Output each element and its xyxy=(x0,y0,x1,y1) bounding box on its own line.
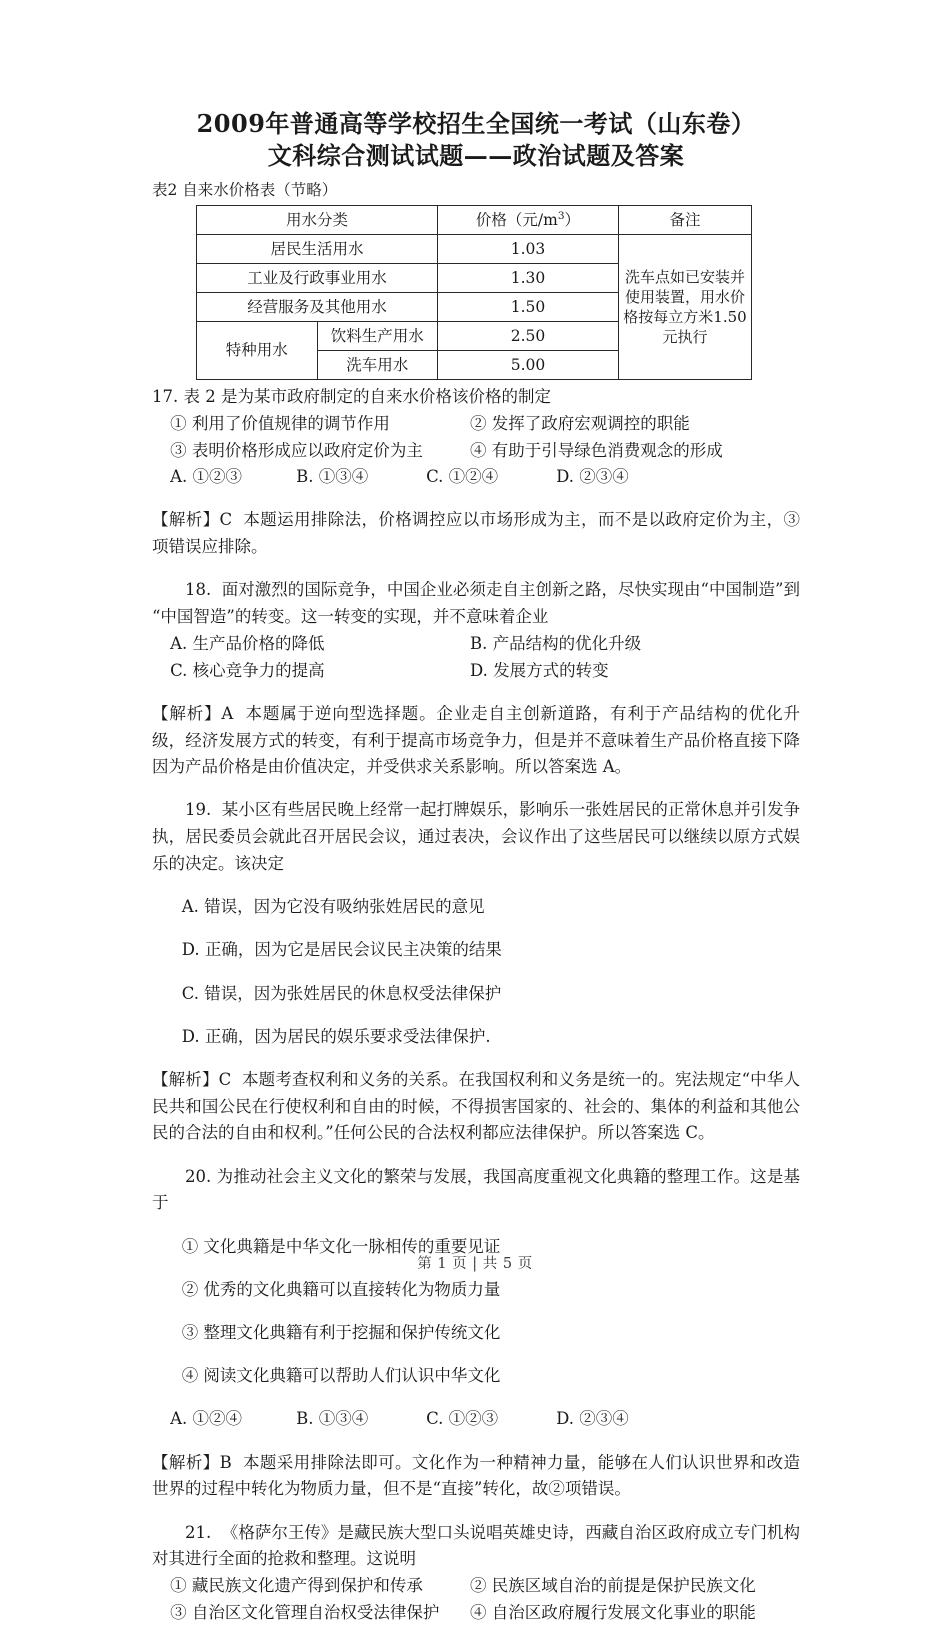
title-line-2: 文科综合测试试题——政治试题及答案 xyxy=(267,141,685,171)
question-20-choices xyxy=(152,1406,800,1433)
option-3: ③ 整理文化典籍有利于挖掘和保护传统文化 xyxy=(181,1323,501,1343)
cell-category: 工业及行政事业用水 xyxy=(197,264,438,293)
explain-label: 【解析】 xyxy=(152,1069,219,1089)
question-19 xyxy=(152,797,800,1147)
question-20 xyxy=(152,1164,800,1503)
table-row xyxy=(197,235,752,264)
option-c: C. 错误，因为张姓居民的休息权受法律保护 xyxy=(181,983,502,1003)
title-line-1: 2009年普通高等学校招生全国统一考试（山东卷） xyxy=(196,109,756,138)
option-1: ① 藏民族文化遗产得到保护和传承 xyxy=(170,1576,423,1596)
option-2: ② 发挥了政府宏观调控的职能 xyxy=(470,413,690,433)
cell-subcategory: 饮料生产用水 xyxy=(317,322,438,351)
cell-category-special: 特种用水 xyxy=(197,322,318,380)
explain-answer: B xyxy=(219,1452,232,1472)
question-17-choices xyxy=(152,464,800,491)
choice-a: A. ①②③ xyxy=(170,467,243,487)
choice-c: C. ①②③ xyxy=(426,1409,499,1429)
explain-text: 本题属于逆向型选择题。企业走自主创新道路，有利于产品结构的优化升级，经济发展方式的转变，有利于提高市场竞争力，但是并不意味着生产品价格直接下降因为产品价格是由价值决定，并受供求关系影响。所以答案选 A。 xyxy=(152,703,801,777)
page-title xyxy=(152,108,800,173)
explain-answer: C xyxy=(219,510,233,530)
cell-price: 1.30 xyxy=(438,264,619,293)
option-4: ④ 有助于引导绿色消费观念的形成 xyxy=(470,440,723,460)
cell-price: 1.03 xyxy=(438,235,619,264)
header-price: 价格（元$/m^3$） xyxy=(438,206,619,235)
option-3: ③ 自治区文化管理自治权受法律保护 xyxy=(170,1602,440,1622)
header-note: 备注 xyxy=(619,206,752,235)
choice-a: A. ①②④ xyxy=(170,1409,243,1429)
explain-text: 本题运用排除法，价格调控应以市场形成为主，而不是以政府定价为主，③项错误应排除。 xyxy=(152,510,800,557)
page-content xyxy=(152,108,800,1626)
explain-label: 【解析】 xyxy=(152,1452,220,1472)
option-d: D. 正确，因为居民的娱乐要求受法律保护. xyxy=(181,1026,491,1046)
option-4: ④ 阅读文化典籍可以帮助人们认识中华文化 xyxy=(181,1366,501,1386)
question-18 xyxy=(152,577,800,781)
cell-subcategory: 洗车用水 xyxy=(317,351,438,380)
option-b: D. 正确，因为它是居民会议民主决策的结果 xyxy=(181,940,502,960)
option-2: ② 优秀的文化典籍可以直接转化为物质力量 xyxy=(181,1279,501,1299)
water-price-table xyxy=(196,205,752,380)
explain-text: 本题采用排除法即可。文化作为一种精神力量，能够在人们认识世界和改造世界的过程中转化为物质力量，但不是“直接”转化，故②项错误。 xyxy=(152,1452,801,1499)
option-2: ② 民族区域自治的前提是保护民族文化 xyxy=(470,1576,756,1596)
cell-price: 2.50 xyxy=(438,322,619,351)
explain-answer: C xyxy=(218,1069,232,1089)
option-1: ① 利用了价值规律的调节作用 xyxy=(170,413,390,433)
question-17-numbered-options-row-1 xyxy=(152,411,800,438)
cell-category: 经营服务及其他用水 xyxy=(197,293,438,322)
choice-d: D. ②③④ xyxy=(556,467,629,487)
cell-price: 1.50 xyxy=(438,293,619,322)
question-21-options-row-1 xyxy=(152,1573,800,1600)
choice-d: D. ②③④ xyxy=(556,1409,629,1429)
question-21 xyxy=(152,1520,800,1626)
option-3: ③ 表明价格形成应以政府定价为主 xyxy=(170,440,423,460)
question-17-explanation xyxy=(152,507,800,560)
question-19-stem: 19. 某小区有些居民晚上经常一起打牌娱乐，影响乐一张姓居民的正常休息并引发争执，居民委员会就此召开居民会议，通过表决，会议作出了这些居民可以继续以原方式娱乐的决定。该决定 xyxy=(152,800,801,873)
question-18-explanation xyxy=(152,701,800,781)
option-4: ④ 自治区政府履行发展文化事业的职能 xyxy=(470,1602,756,1622)
question-19-explanation xyxy=(152,1067,800,1147)
table-header-row xyxy=(197,206,752,235)
explain-label: 【解析】 xyxy=(152,510,220,530)
question-21-stem: 21. 《格萨尔王传》是藏民族大型口头说唱英雄史诗，西藏自治区政府成立专门机构对其进行全面的抢救和整理。这说明 xyxy=(152,1522,801,1569)
option-b: B. 产品结构的优化升级 xyxy=(470,633,642,653)
question-18-stem: 18. 面对激烈的国际竞争，中国企业必须走自主创新之路，尽快实现由“中国制造”到“中国智造”的转变。这一转变的实现，并不意味着企业 xyxy=(152,580,800,627)
cell-category: 居民生活用水 xyxy=(197,235,438,264)
cell-price: 5.00 xyxy=(438,351,619,380)
header-category: 用水分类 xyxy=(197,206,438,235)
question-17-numbered-options-row-2 xyxy=(152,438,800,465)
question-20-explanation xyxy=(152,1450,800,1503)
option-1: ① 文化典籍是中华文化一脉相传的重要见证 xyxy=(181,1236,501,1256)
cell-note: 洗车点如已安装并使用装置，用水价格按每立方米1.50元执行 xyxy=(619,235,752,380)
question-21-options-row-2 xyxy=(152,1600,800,1626)
explain-text: 本题考查权利和义务的关系。在我国权利和义务是统一的。宪法规定“中华人民共和国公民在行使权利和自由的时候，不得损害国家的、社会的、集体的利益和其他公民的合法的自由和权利。”任何公民的合法权利都应法律保护。所以答案选 C。 xyxy=(152,1069,800,1143)
page-footer: 第 1 页 | 共 5 页 xyxy=(417,1256,533,1272)
question-17-stem: 17. 表 2 是为某市政府制定的自来水价格该价格的制定 xyxy=(152,387,551,407)
explain-label: 【解析】 xyxy=(152,703,222,723)
choice-b: B. ①③④ xyxy=(296,1409,369,1429)
option-c: C. 核心竞争力的提高 xyxy=(170,660,325,680)
question-18-options-row-1 xyxy=(152,631,800,658)
choice-c: C. ①②④ xyxy=(426,467,499,487)
question-18-options-row-2 xyxy=(152,658,800,685)
option-d: D. 发展方式的转变 xyxy=(470,660,609,680)
table-caption: 表2 自来水价格表（节略） xyxy=(152,180,338,199)
explain-answer: A xyxy=(221,703,234,723)
question-20-stem: 20. 为推动社会主义文化的繁荣与发展，我国高度重视文化典籍的整理工作。这是基于 xyxy=(152,1166,801,1213)
choice-b: B. ①③④ xyxy=(296,467,369,487)
question-17 xyxy=(152,384,800,561)
option-a: A. 错误，因为它没有吸纳张姓居民的意见 xyxy=(181,897,485,917)
option-a: A. 生产品价格的降低 xyxy=(170,633,325,653)
